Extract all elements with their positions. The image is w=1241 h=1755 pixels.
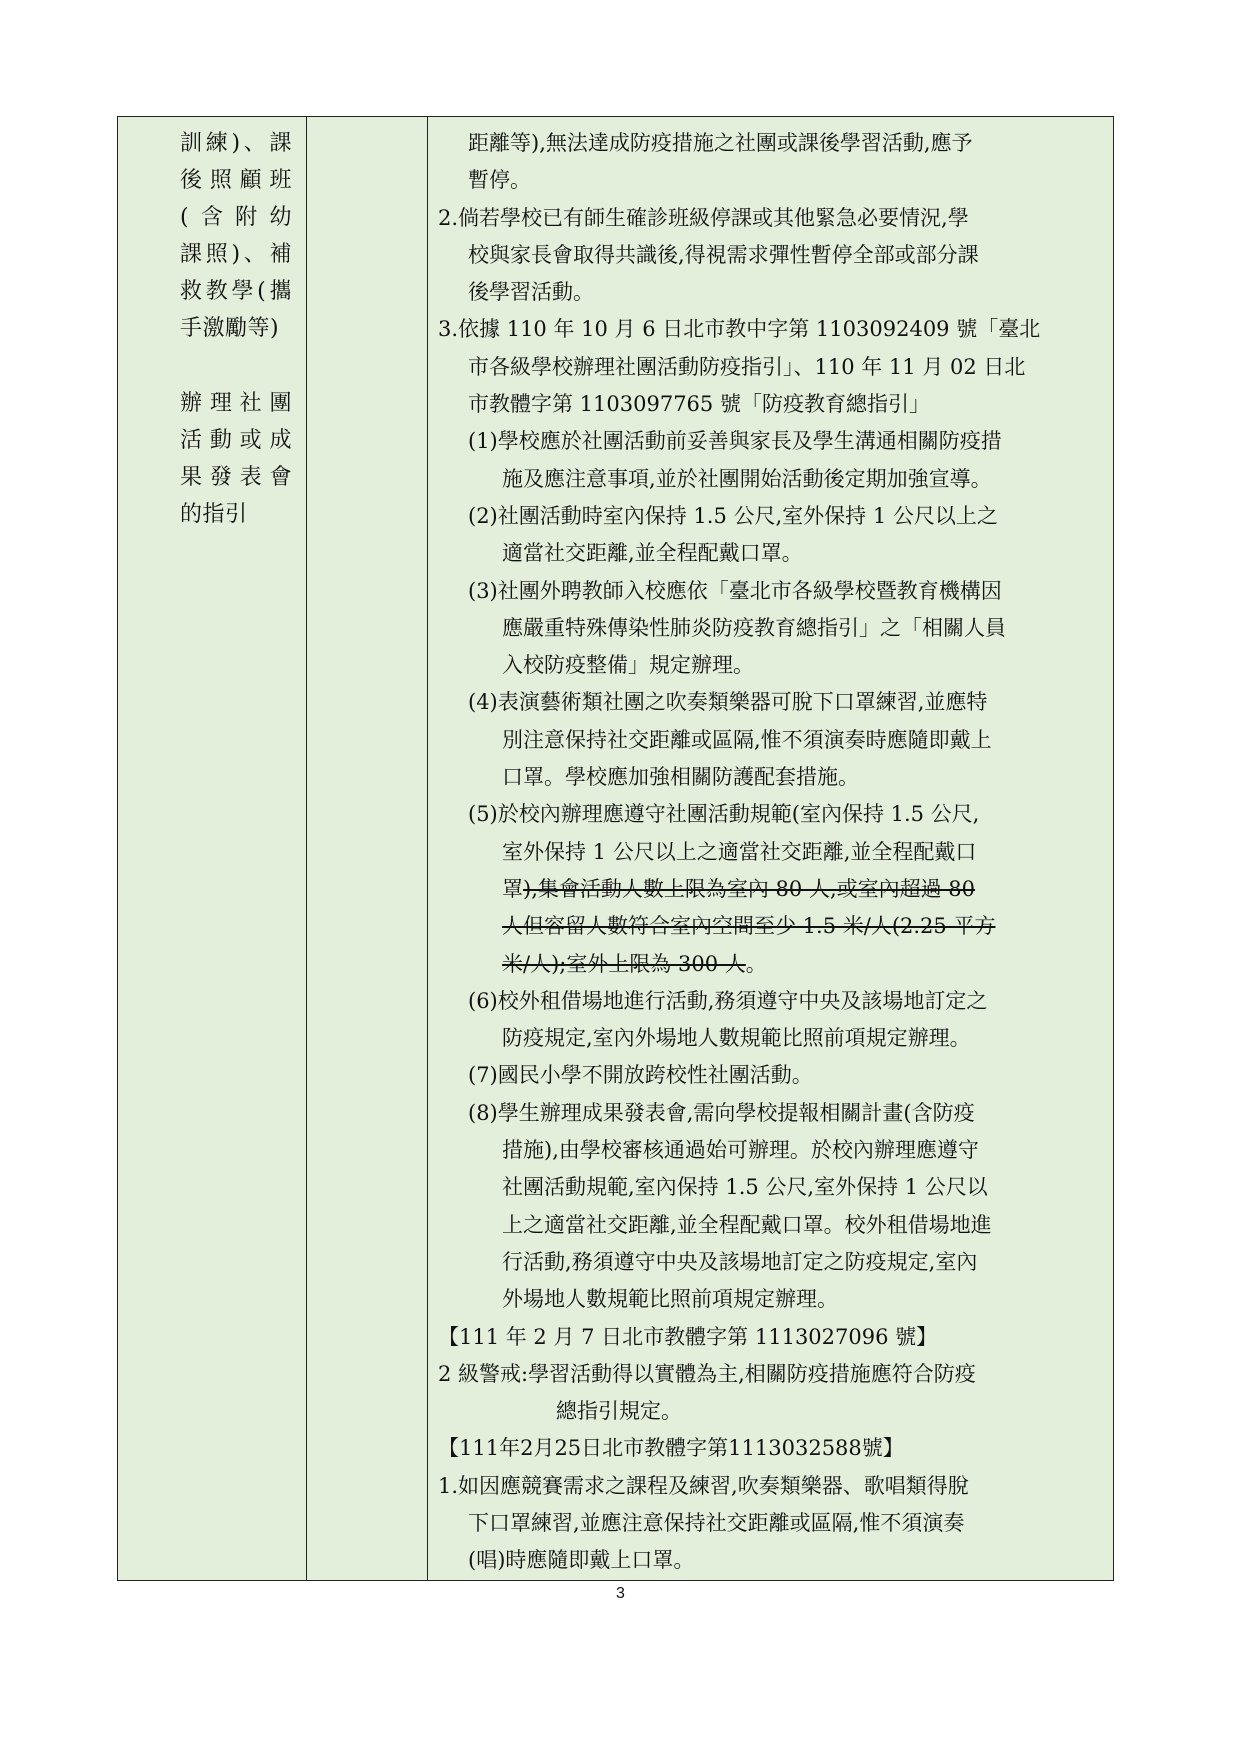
category-line: 手激勵等) [180, 316, 280, 341]
content-line: 措施),由學校審核通過始可辦理。於校內辦理應遵守 [502, 1138, 979, 1163]
content-line: (1)學校應於社團活動前妥善與家長及學生溝通相關防疫措 [468, 429, 1002, 454]
category-line: 救教學(攜 [180, 279, 292, 304]
content-line: 1.如因應競賽需求之課程及練習,吹奏類樂器、歌唱類得脫 [438, 1473, 969, 1498]
content-line: (6)校外租借場地進行活動,務須遵守中央及該場地訂定之 [468, 988, 988, 1013]
content-line [438, 946, 1103, 983]
content-line: 市教體字第 1103097765 號「防疫教育總指引」 [468, 392, 930, 417]
category-line: 活動或成 [180, 428, 292, 453]
reference-line: 【111年2月25日北市教體字第1113032588號】 [438, 1436, 904, 1461]
content-line: (唱)時應隨即戴上口罩。 [468, 1548, 695, 1573]
content-line: 外場地人數規範比照前項規定辦理。 [502, 1287, 838, 1312]
content-line: 適當社交距離,並全程配戴口罩。 [502, 541, 803, 566]
content-line: 室外保持 1 公尺以上之適當社交距離,並全程配戴口 [502, 839, 977, 864]
content-line: 距離等),無法達成防疫措施之社團或課後學習活動,應予 [468, 131, 973, 155]
content-line [438, 871, 1103, 908]
category-line: 的指引 [180, 502, 248, 527]
content-line: (7)國民小學不開放跨校性社團活動。 [468, 1063, 813, 1088]
page-number: 3 [616, 1585, 625, 1602]
content-line: 校與家長會取得共識後,得視需求彈性暫停全部或部分課 [468, 242, 979, 267]
category-line: (含附幼 [180, 205, 292, 230]
category-line: 後照顧班 [180, 168, 292, 193]
empty-cell [307, 117, 428, 1581]
content-line: 口罩。學校應加強相關防護配套措施。 [502, 765, 859, 790]
content-line: (4)表演藝術類社團之吹奏類樂器可脫下口罩練習,並應特 [468, 690, 988, 715]
category-cell [118, 117, 307, 1581]
content-line: 應嚴重特殊傳染性肺炎防疫教育總指引」之「相關人員 [502, 615, 1006, 640]
content-line: 上之適當社交距離,並全程配戴口罩。校外租借場地進 [502, 1212, 992, 1237]
content-line: (2)社團活動時室內保持 1.5 公尺,室外保持 1 公尺以上之 [468, 503, 998, 528]
content-line: 總指引規定。 [556, 1399, 682, 1424]
content-line: 防疫規定,室內外場地人數規範比照前項規定辦理。 [502, 1026, 971, 1051]
content-line: 入校防疫整備」規定辦理。 [502, 653, 754, 678]
content-line: 3.依據 110 年 10 月 6 日北市教中字第 1103092409 號「臺北 [438, 317, 1041, 342]
content-line: (5)於校內辦理應遵守社團活動規範(室內保持 1.5 公尺, [468, 802, 980, 827]
reference-line: 【111 年 2 月 7 日北市教體字第 1113027096 號】 [438, 1324, 938, 1349]
content-line: 後學習活動。 [468, 280, 594, 305]
content-line: 暫停。 [468, 168, 531, 193]
content-cell [428, 117, 1114, 1581]
content-line: 行活動,務須遵守中央及該場地訂定之防疫規定,室內 [502, 1249, 978, 1274]
category-line: 訓練)、課 [180, 131, 292, 156]
content-line: 別注意保持社交距離或區隔,惟不須演奏時應隨即戴上 [502, 727, 992, 752]
content-line: (8)學生辦理成果發表會,需向學校提報相關計畫(含防疫 [468, 1100, 975, 1125]
struck-text: 米/人);室外上限為 300 人 [502, 951, 746, 976]
content-line: 2.倘若學校已有師生確診班級停課或其他緊急必要情況,學 [438, 205, 969, 230]
table-row [118, 117, 1114, 1581]
struck-line: 人但容留人數符合室內空間至少 1.5 米/人(2.25 平方 [502, 914, 996, 939]
content-text: 。 [745, 951, 767, 976]
guideline-table [117, 116, 1114, 1581]
category-line: 辦理社團 [180, 391, 292, 416]
content-line: 市各級學校辦理社團活動防疫指引」、110 年 11 月 02 日北 [468, 354, 1026, 379]
category-line: 果發表會 [180, 465, 292, 490]
category-line: 課照)、補 [180, 242, 292, 267]
content-line: 2 級警戒:學習活動得以實體為主,相關防疫措施應符合防疫 [438, 1361, 976, 1386]
content-text: 罩 [502, 876, 523, 901]
content-line: 下口罩練習,並應注意保持社交距離或區隔,惟不須演奏 [468, 1510, 965, 1535]
content-line: 社團活動規範,室內保持 1.5 公尺,室外保持 1 公尺以 [502, 1175, 988, 1200]
content-line: 施及應注意事項,並於社團開始活動後定期加強宣導。 [502, 466, 992, 491]
struck-text: ),集會活動人數上限為室內 80 人,或室內超過 80 [523, 876, 976, 901]
content-line: (3)社團外聘教師入校應依「臺北市各級學校暨教育機構因 [468, 578, 1002, 603]
